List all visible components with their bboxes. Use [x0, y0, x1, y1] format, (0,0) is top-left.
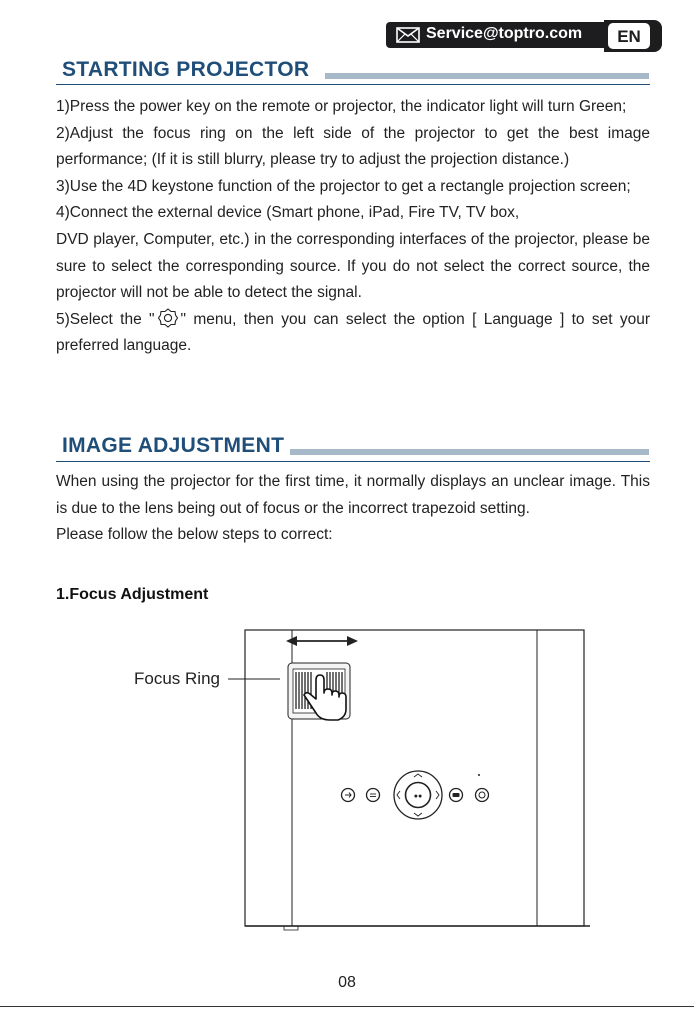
focus-adjustment-heading: 1.Focus Adjustment: [56, 586, 209, 603]
step-5: [56, 307, 650, 360]
page-number: 08: [338, 974, 356, 991]
follow-text: Please follow the below steps to correct:: [56, 526, 333, 544]
service-email: Service@toptro.com: [426, 25, 583, 42]
language-badge: [604, 20, 662, 52]
header-contact-badge: [386, 20, 662, 52]
step-4a: 4)Connect the external device (Smart phone, iPad, Fire TV, TV box,: [56, 204, 520, 222]
projector-illustration: [120, 625, 600, 937]
step-2: 2)Adjust the focus ring on the left side of the projector to get the best image performance; (If it is still blurry, please try to adjust the projection distance.): [56, 124, 650, 169]
step-4b: DVD player, Computer, etc.) in the corresponding interfaces of the projector, please be sure to select the corresponding source. If you do not select the correct source, the projector will not be able to detect the signal.: [56, 230, 650, 302]
title-underline: [56, 461, 650, 462]
bottom-rule: [0, 1006, 694, 1007]
envelope-icon: [396, 27, 420, 43]
section-title-starting: STARTING PROJECTOR: [62, 58, 310, 81]
step-3: 3)Use the 4D keystone function of the projector to get a rectangle projection screen;: [56, 177, 631, 195]
title-rule: [290, 449, 649, 455]
intro-text: When using the projector for the first time, it normally displays an unclear image. This is due to the lens being out of focus or the incorrect trapezoid setting.: [56, 473, 650, 517]
svg-text:●●: ●●: [413, 793, 423, 800]
focus-ring-label: Focus Ring: [134, 669, 220, 688]
step-5-end: " menu, then you can select the option [ Language ] to set your preferred language.: [56, 310, 650, 355]
settings-gear-icon: [158, 308, 178, 328]
section-title-image: IMAGE ADJUSTMENT: [62, 434, 285, 457]
starting-steps: [56, 94, 650, 360]
step-5-start: 5)Select the ": [56, 310, 155, 328]
language-code: EN: [608, 23, 650, 49]
service-email-pill[interactable]: [386, 22, 604, 48]
title-rule: [325, 73, 649, 79]
title-underline: [56, 84, 650, 85]
image-intro: [56, 469, 650, 549]
step-1: 1)Press the power key on the remote or projector, the indicator light will turn Green;: [56, 98, 627, 115]
focus-diagram: [120, 625, 600, 937]
